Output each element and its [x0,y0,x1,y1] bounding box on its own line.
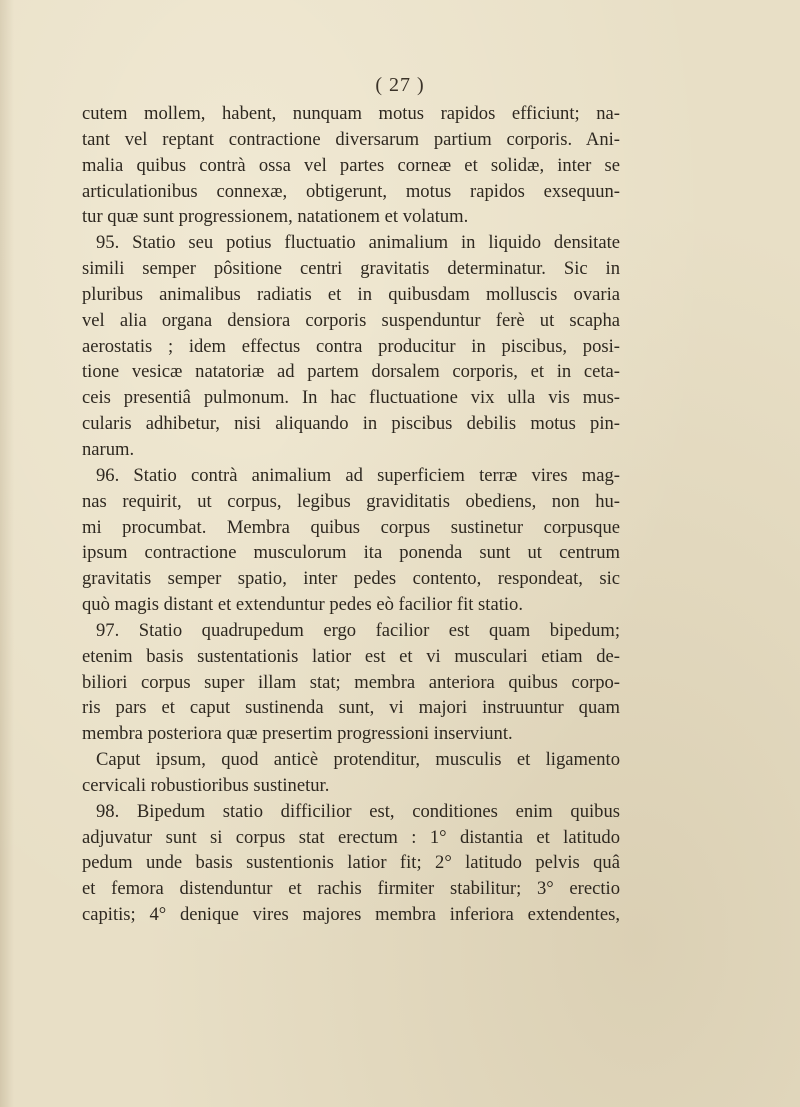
text-line: narum. [82,438,135,460]
text-line: pluribus animalibus radiatis et in quibusdam molluscis ovaria [82,283,620,305]
text-line: 95. Statio seu potius fluctuatio animalium in liquido densitate [96,232,620,254]
text-line: tione vesicæ natatoriæ ad partem dorsalem corporis, et in ceta- [82,361,620,383]
text-line: et femora distenduntur et rachis firmiter stabilitur; 3° erectio [82,878,620,900]
text-line: tant vel reptant contractione diversarum partium corporis. Ani- [82,128,620,150]
text-line: 96. Statio contrà animalium ad superficiem terræ vires mag- [96,464,620,486]
text-line: malia quibus contrà ossa vel partes corneæ et solidæ, inter se [82,154,620,176]
text-line: mi procumbat. Membra quibus corpus sustinetur corpusque [82,516,620,538]
body-text [82,101,620,928]
text-line: ipsum contractione musculorum ita ponenda sunt ut centrum [82,542,620,564]
text-line: aerostatis ; idem effectus contra producitur in piscibus, posi- [82,335,620,357]
text-line: articulationibus connexæ, obtigerunt, motus rapidos exsequun- [82,180,620,202]
text-line: adjuvatur sunt si corpus stat erectum : 1° distantia et latitudo [82,826,620,848]
text-line: gravitatis semper spatio, inter pedes contento, respondeat, sic [82,568,620,590]
text-line: pedum unde basis sustentionis latior fit; 2° latitudo pelvis quâ [82,852,620,874]
text-line: cervicali robustioribus sustinetur. [82,774,330,796]
text-line: 98. Bipedum statio difficilior est, conditiones enim quibus [96,800,620,822]
text-line: Caput ipsum, quod anticè protenditur, musculis et ligamento [96,749,620,771]
text-line: quò magis distant et extenduntur pedes eò facilior fit statio. [82,594,523,616]
text-line: ris pars et caput sustinenda sunt, vi majori instruuntur quam [82,697,620,719]
text-line: etenim basis sustentationis latior est et vi musculari etiam de- [82,645,620,667]
text-line: membra posteriora quæ presertim progressioni inserviunt. [82,723,513,745]
text-line: tur quæ sunt progressionem, natationem et volatum. [82,206,469,228]
page-number: ( 27 ) [375,74,425,96]
text-line: ceis presentiâ pulmonum. In hac fluctuatione vix ulla vis mus- [82,387,620,409]
text-line: vel alia organa densiora corporis suspenduntur ferè ut scapha [82,309,620,331]
text-line: nas requirit, ut corpus, legibus graviditatis obediens, non hu- [82,490,620,512]
text-line: cularis adhibetur, nisi aliquando in piscibus debilis motus pin- [82,413,620,435]
text-line: biliori corpus super illam stat; membra anteriora quibus corpo- [82,671,620,693]
text-line: cutem mollem, habent, nunquam motus rapidos efficiunt; na- [82,103,620,124]
text-line: capitis; 4° denique vires majores membra inferiora extendentes, [82,904,620,926]
text-line: simili semper pôsitione centri gravitatis determinatur. Sic in [82,258,620,280]
text-line: 97. Statio quadrupedum ergo facilior est quam bipedum; [96,619,620,641]
